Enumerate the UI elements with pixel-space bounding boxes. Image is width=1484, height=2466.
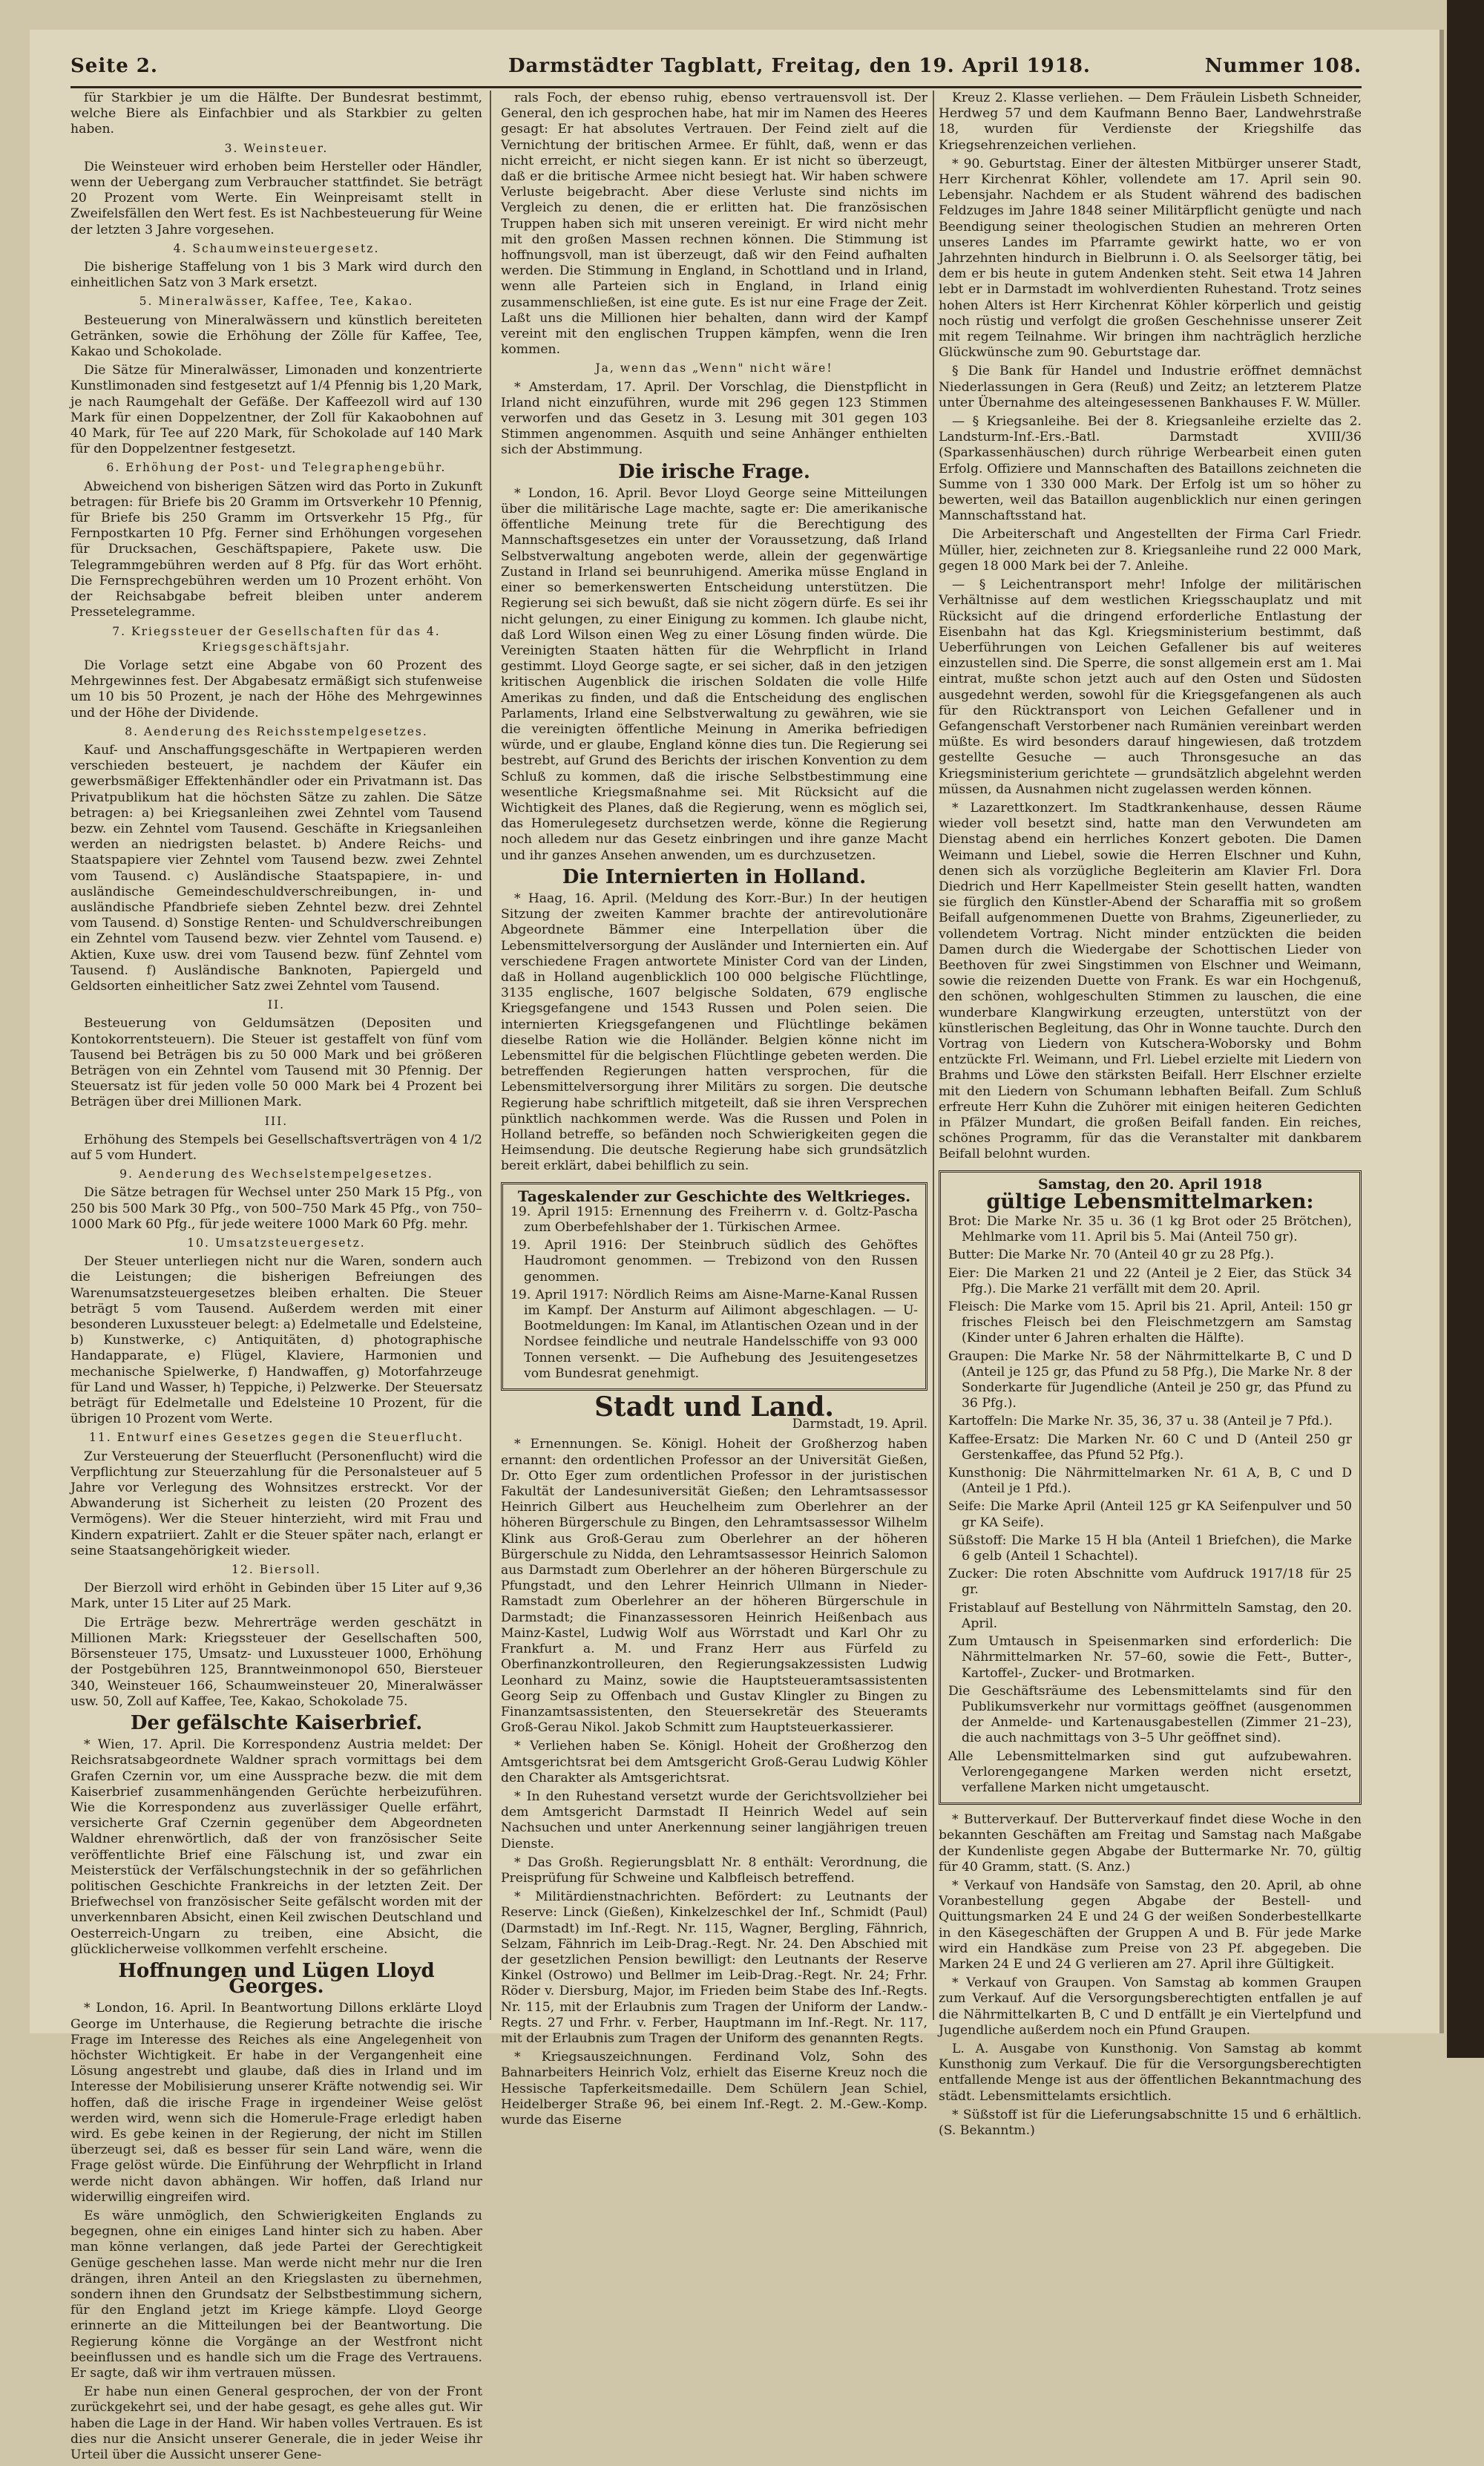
paragraph: L. A. Ausgabe von Kunsthonig. Von Samstag ab kommt Kunsthonig zum Verkauf. Die für die Versorgungsberechtigten entfallende Menge ist aus der öffentlichen Bekanntmachung des städt. Lebensmittelamts ersichtlich. <box>939 2041 1362 2104</box>
column-1 <box>70 91 482 2466</box>
paragraph: Erhöhung des Stempels bei Gesellschaftsverträgen von 4 1/2 auf 5 vom Hundert. <box>70 1132 482 1163</box>
issue-number: Nummer 108. <box>1204 55 1362 77</box>
paragraph: Die Weinsteuer wird erhoben beim Hersteller oder Händler, wenn der Uebergang zum Verbraucher stattfindet. Sie beträgt 20 Prozent vom Werte. Ein Weinpreisamt stellt in Zweifelsfällen den Wert fest. Es ist Nachbesteuerung für Weine der letzten 3 Jahre vorgesehen. <box>70 159 482 237</box>
section-heading: 3. Weinsteuer. <box>224 141 329 155</box>
paragraph: Der Bierzoll wird erhöht in Gebinden über 15 Liter auf 9,36 Mark, unter 15 Liter auf 25 Mark. <box>70 1581 482 1612</box>
paragraph: * Verliehen haben Se. Königl. Hoheit der Großherzog den Amtsgerichtsrat bei dem Amtsgericht Groß-Gerau Ludwig Köhler den Charakter als Amtsgerichtsrat. <box>501 1739 928 1785</box>
ration-entry: Graupen: Die Marke Nr. 58 der Nährmittelkarte B, C und D (Anteil je 125 gr, das Pfund zu 58 Pfg.), Die Marke Nr. 8 der Sonderkarte für Jugendliche (Anteil je 250 gr, das Pfund zu 36 Pfg.). <box>948 1348 1352 1411</box>
column-rule <box>933 91 934 2020</box>
paragraph: § Die Bank für Handel und Industrie eröffnet demnächst Niederlassungen in Gera (Reuß) und Zeitz; an letzterem Platze unter Übernahme des alteingesessenen Bankhauses F. W. Müller. <box>939 364 1362 410</box>
paragraph: Der Steuer unterliegen nicht nur die Waren, sondern auch die Leistungen; die bisherigen Befreiungen des Warenumsatzsteuergesetzes bleiben erhalten. Die Steuer beträgt 5 vom Tausend. Außerdem werden mit einer besonderen Luxussteuer belegt: a) Edelmetalle und Edelsteine, b) Kunstwerke, c) Antiquitäten, d) photographische Handapparate, e) Flügel, Klaviere, Harmonien und mechanische Spielwerke, f) Handwaffen, g) Motorfahrzeuge für Land und Wasser, h) Teppiche, i) Pelzwerke. Der Steuersatz beträgt für Edelmetalle und Edelsteine 10 Prozent, für die übrigen 10 Prozent vom Werte. <box>70 1254 482 1427</box>
page-edge <box>1447 0 1484 2058</box>
paragraph: * London, 16. April. Bevor Lloyd George seine Mitteilungen über die militärische Lage machte, sagte er: Die amerikanische öffentliche Meinung trete für die Berechtigung des Mannschaftsgesetzes ein unter der Voraussetzung, daß Irland Selbstverwaltung angeboten werde, allein der gegenwärtige Zustand in Irland sei beunruhigend. Amerika müsse England in einer so bemerkenswerten Entscheidung unterstützen. Die Regierung sei sich bewußt, daß sie nicht zögern dürfe. Es sei ihr nicht gelungen, zu einer Einigung zu kommen. Ich glaube nicht, daß Lord Wilson einen Weg zu einer Lösung finden würde. Die Vereinigten Staaten hätten für die Wehrpflicht in Irland gestimmt. Lloyd George sagte, er sei sicher, daß in den jetzigen kritischen Augenblick die irischen Soldaten die volle Hilfe Amerikas zu finden, und daß die Entscheidung des englischen Parlaments, Irland eine Selbstverwaltung zu gewähren, wie sie die vereinigten öffentliche Meinung in Amerika befriedigen würde, und er glaube, England könne dies tun. Die Regierung sei bestrebt, auf Grund des Berichts der irischen Konvention zu dem Schluß zu kommen, daß die irische Selbstbestimmung eine wesentliche Kriegsmaßnahme sei. Mit Rücksicht auf die Wichtigkeit des Planes, daß die Regierung, wenn es möglich sei, das Homerulegesetz durchsetzen werde, könne die Regierung noch alledem nur das Gesetz einbringen und ihre ganze Macht und ihr ganzes Ansehen anwenden, um es durchzusetzen. <box>501 485 928 863</box>
paragraph: rals Foch, der ebenso ruhig, ebenso vertrauensvoll ist. Der General, den ich gesprochen habe, hat mir im Namen des Heeres gesagt: Er hat absolutes Vertrauen. Der Feind zielt auf die Vernichtung der britischen Armee. Er fühlt, daß, wenn er das nicht erreicht, er nicht siegen kann. Er ist nicht so überzeugt, daß er die britische Armee nicht besiegt hat. Wir haben schwere Verluste beigebracht. Aber diese Verluste sind nichts im Vergleich zu denen, die er erlitten hat. Die französischen Truppen haben sich mit unseren vereinigt. Er wird nicht mehr mit den großen Massen rechnen können. Die Stimmung ist hoffnungsvoll, man ist überzeugt, daß wir den Feind aufhalten werden. Die Stimmung in England, in Schottland und in Irland, wenn alle Parteien sich in England, in Irland einig zusammenschließen, ist eine gute. Es ist nur eine Frage der Zeit. Laßt uns die Millionen hier behalten, dann wird der Kampf vereint mit den englischen Truppen kämpfen, wenn die Iren kommen. <box>501 91 928 358</box>
ration-entry: Seife: Die Marke April (Anteil 125 gr KA Seifenpulver und 50 gr KA Seife). <box>948 1499 1352 1530</box>
ration-entry: Eier: Die Marken 21 und 22 (Anteil je 2 Eier, das Stück 34 Pfg.). Die Marke 21 verfällt mit dem 20. April. <box>948 1265 1352 1296</box>
paragraph: Kreuz 2. Klasse verliehen. — Dem Fräulein Lisbeth Schneider, Herdweg 57 und dem Kaufmann Benno Baer, Landwehrstraße 18, wurden für Verdienste der Kriegshilfe das Kriegsehrenzeichen verliehen. <box>939 91 1362 153</box>
paragraph: Es wäre unmöglich, den Schwierigkeiten Englands zu begegnen, ohne ein einiges Land hinter sich zu haben. Aber man könne verlangen, daß jede Partei der Gerechtigkeit Genüge geschehen lasse. Man werde nicht mehr nur die Iren drängen, ihren Anteil an den Kriegslasten zu übernehmen, sondern ihnen den Grundsatz der Selbstbestimmung sichern, für den England jetzt im Kriege kämpfe. Lloyd George erinnerte an die Mitteilungen bei der Beantwortung. Die Regierung könne die Vorgänge an der Westfront nicht beeinflussen und es handle sich um die Frage des Vertrauens. Er sagte, daß wir ihm vertrauen müssen. <box>70 2208 482 2381</box>
ration-entry: Kartoffeln: Die Marke Nr. 35, 36, 37 u. 38 (Anteil je 7 Pfd.). <box>948 1414 1333 1429</box>
paragraph: Die bisherige Staffelung von 1 bis 3 Mark wird durch den einheitlichen Satz von 3 Mark ersetzt. <box>70 260 482 291</box>
paragraph: * Wien, 17. April. Die Korrespondenz Austria meldet: Der Reichsratsabgeordnete Waldner sprach vormittags bei dem Grafen Czernin vor, um eine Aussprache bezw. die mit dem Kaiserbrief zusammenhängenden Gerüchte herbeizuführen. Wie die Korrespondenz aus zuverlässiger Quelle erfährt, versicherte Graf Czernin gegenüber dem Abgeordneten Waldner ehrenwörtlich, daß der von französischer Seite veröffentlichte Brief eine Fälschung ist, und zwar ein Meisterstück der Verfälschungstechnik in der so gefährlichen politischen Geschichte Frankreichs in der letzten Zeit. Der Briefwechsel von französischer Seite gefälscht worden mit der unverkennbaren Absicht, einen Keil zwischen Deutschland und Oesterreich-Ungarn zu treiben, eine Absicht, die glücklicherweise vollkommen verfehlt erscheine. <box>70 1737 482 1957</box>
paragraph: * London, 16. April. In Beantwortung Dillons erklärte Lloyd George im Unterhause, die Regierung betrachte die irische Frage im Interesse des Reiches als eine Angelegenheit von höchster Wichtigkeit. Er habe in der Vergangenheit eine Lösung angestrebt und glaube, daß dies in Irland und im Interesse der Mobilisierung unserer Kräfte notwendig sei. Wir hoffen, daß die irische Frage in irgendeiner Weise gelöst werden wird, wenn sich die Homerule-Frage erledigt haben wird. Es gebe keinen in der Regierung, der nicht im Stillen überzeugt sei, daß es besser für sein Land wäre, wenn die Frage gelöst würde. Die Einführung der Wehrpflicht in Irland werde nicht davon abhängen. Wir hoffen, daß Irland nur widerwillig eingreifen wird. <box>70 2001 482 2205</box>
calendar-entry: 19. April 1915: Ernennung des Freiherrn v. d. Goltz-Pascha zum Oberbefehlshaber der 1. Türkischen Armee. <box>510 1204 918 1236</box>
article-title: Die Internierten in Holland. <box>562 865 867 888</box>
ration-stamps-box <box>939 1170 1362 1806</box>
paragraph: * Militärdienstnachrichten. Befördert: zu Leutnants der Reserve: Linck (Gießen), Kinkelzeschkel der Inf., Schmidt (Paul) (Darmstadt) im Inf.-Regt. Nr. 115, Wagner, Bergling, Fähnrich, Selzam, Fähnrich im Leib-Drag.-Regt. Nr. 24. Den Abschied mit der gesetzlichen Pension bewilligt: den Leutnants der Reserve Kinkel (Ostrowo) und Bellmer im Leib-Drag.-Regt. Nr. 24; Frhr. Röder v. Diersburg, Major, im Frieden beim Stabe des Inf.-Regts. Nr. 115, mit der Erlaubnis zum Tragen der Uniform der Landw.-Regts. 27 und Frhr. v. Ferber, Hauptmann im Inf.-Regt. Nr. 117, mit der Erlaubnis zum Tragen der Uniform des genannten Regts. <box>501 1889 928 2046</box>
section-title: Stadt und Land. <box>594 1391 834 1423</box>
ration-entry: Zucker: Die roten Abschnitte vom Aufdruck 1917/18 für 25 gr. <box>948 1567 1352 1598</box>
ration-entry: Zum Umtausch in Speisenmarken sind erforderlich: Die Nährmittelmarken Nr. 57–60, sowie die Fett-, Butter-, Kartoffel-, Zucker- und Brotmarken. <box>948 1634 1352 1681</box>
column-3 <box>939 91 1362 2142</box>
ration-entry: Brot: Die Marke Nr. 35 u. 36 (1 kg Brot oder 25 Brötchen), Mehlmarke vom 11. April bis 5. Mai (Anteil 750 gr). <box>948 1214 1352 1245</box>
ration-entry: Fleisch: Die Marke vom 15. April bis 21. April, Anteil: 150 gr frisches Fleisch bei den Fleischmetzgern am Samstag (Kinder unter 6 Jahren erhalten die Hälfte). <box>948 1299 1352 1346</box>
paragraph: * In den Ruhestand versetzt wurde der Gerichtsvollzieher bei dem Amtsgericht Darmstadt II Heinrich Wedel auf sein Nachsuchen und unter Anerkennung seiner langjährigen treuen Dienste. <box>501 1788 928 1852</box>
paragraph: Besteuerung von Geldumsätzen (Depositen und Kontokorrentsteuern). Die Steuer ist gestaffelt von fünf vom Tausend bei Beträgen bis zu 50 000 Mark und bei größeren Beträgen von ein Zehntel vom Tausend mit 30 Pfennig. Der Steuersatz ist für jeden volle 50 000 Mark bei 4 Prozent bei Beträgen über drei Millionen Mark. <box>70 1016 482 1110</box>
page-number: Seite 2. <box>70 55 158 77</box>
paragraph: * Butterverkauf. Der Butterverkauf findet diese Woche in den bekannten Geschäften am Freitag und Samstag nach Maßgabe der Kundenliste gegen Abgabe der Buttermarke Nr. 70, gültig für 40 Gramm, statt. (S. Anz.) <box>939 1812 1362 1875</box>
paragraph: * Haag, 16. April. (Meldung des Korr.-Bur.) In der heutigen Sitzung der zweiten Kammer brachte der antirevolutionäre Abgeordnete Bämmer eine Interpellation über die Lebensmittelversorgung der Ausländer und Internierten ein. Auf verschiedene Fragen antwortete Minister Cord van der Linden, daß in Holland augenblicklich 100 000 belgische Flüchtlinge, 3135 englische, 1607 belgische Soldaten, 679 englische Kriegsgefangene und 1543 Russen und Polen seien. Die internierten Kriegsgefangenen und Flüchtlinge bekämen dieselbe Ration wie die Holländer. Belgien könne nicht im Lebensmittel für die belgischen Flüchtlinge gebeten werden. Die betreffenden Regierungen hatten versprochen, für die Lebensmittelversorgung ihrer Militärs zu sorgen. Die deutsche Regierung habe schriftlich mitgeteilt, daß sie ihren Versprechen pünktlich nachkommen werde. Was die Russen und Polen in Holland betreffe, so befänden noch Schwierigkeiten gegen die Heimsendung. Die deutsche Regierung habe sich grundsätzlich bereit erklärt, dabei behilflich zu sein. <box>501 891 928 1174</box>
paragraph: * Lazarettkonzert. Im Stadtkrankenhause, dessen Räume wieder voll besetzt sind, hatte man den Verwundeten am Dienstag abend ein herrliches Konzert geboten. Die Damen Weimann und Liebel, sowie die Herren Elschner und Kuhn, denen sich als vorzügliche Begleiterin am Klavier Frl. Dora Diedrich und Herr Kapellmeister Stein gesellt hatten, wandten sie fürglich den Künstler-Abend der Scharaffia mit so großem Beifall aufgenommenen Duette von Brahms, Zigeunerlieder, zu vollendetem Vortrag. Nicht minder entzückten die beiden Damen durch die Wiedergabe der Schottischen Lieder von Beethoven für zwei Singstimmen von Elschner und Weimann, sowie die reizenden Duette von Frank. Es war ein Hochgenuß, den schönen, wohlgeschulten Stimmen zu lauschen, die eine wunderbare Klangwirkung erzeugten, unterstützt von der künstlerischen Begleitung, das Ohr in Wonne tauchte. Durch den Vortrag von Liedern von Kutschera-Woborsky und Bohm entzückte Frl. Weimann, und Frl. Liebel erzielte mit Liedern von Brahms und Löwe den stärksten Beifall. Herr Elschner erzielte mit den Liedern von Schumann lebhaften Beifall. Zum Schluß erfreute Herr Kuhn die Zuhörer mit einigen heiteren Gedichten in Pfälzer Mundart, die großen Beifall fanden. Ein reiches, schönes Programm, für das die Veranstalter mit dankbarem Beifall belohnt wurden. <box>939 800 1362 1162</box>
ration-entry: Fristablauf auf Bestellung von Nährmitteln Samstag, den 20. April. <box>948 1600 1352 1631</box>
ration-entry: Kunsthonig: Die Nährmittelmarken Nr. 61 A, B, C und D (Anteil je 1 Pfd.). <box>948 1466 1352 1497</box>
article-title: Die irische Frage. <box>618 460 810 483</box>
section-heading: 11. Entwurf eines Gesetzes gegen die Steuerflucht. <box>89 1431 464 1445</box>
roman-numeral: II. <box>267 998 286 1012</box>
paragraph: Die Arbeiterschaft und Angestellten der Firma Carl Friedr. Müller, hier, zeichneten zur 8. Kriegsanleihe rund 22 000 Mark, gegen 18 000 Mark bei der 7. Anleihe. <box>939 527 1362 574</box>
calendar-entry: 19. April 1917: Nördlich Reims am Aisne-Marne-Kanal Russen im Kampf. Der Ansturm auf Ailimont abgeschlagen. — U-Bootmeldungen: Im Kanal, im Atlantischen Ozean und in der Nordsee feindliche und neutrale Handelsschiffe von 93 000 Tonnen versenkt. — Die Aufhebung des Jesuitengesetzes vom Bundesrat genehmigt. <box>510 1287 918 1381</box>
paragraph: für Starkbier je um die Hälfte. Der Bundesrat bestimmt, welche Biere als Einfachbier und als Starkbier zu gelten haben. <box>70 91 482 137</box>
ration-entry: Süßstoff: Die Marke 15 H bla (Anteil 1 Briefchen), die Marke 6 gelb (Anteil 1 Schachtel). <box>948 1532 1352 1564</box>
box-title: gültige Lebensmittelmarken: <box>986 1190 1314 1213</box>
box-date: Samstag, den 20. April 1918 <box>1038 1175 1262 1193</box>
paragraph: * Verkauf von Graupen. Von Samstag ab kommen Graupen zum Verkauf. Auf die Versorgungsberechtigten entfallen je auf die Nährmittelkarten B, C und D entfällt je ein Viertelpfund und Jugendliche außerdem noch ein Pfund Graupen. <box>939 1975 1362 2038</box>
paragraph: — § Kriegsanleihe. Bei der 8. Kriegsanleihe erzielte das 2. Landsturm-Inf.-Ers.-Batl. Darmstadt XVIII/36 (Sparkassenhäuschen) durch rührige Werbearbeit einen guten Erfolg. Offiziere und Mannschaften des Bataillons zeichneten die Summe von 1 330 000 Mark. Der Erfolg ist um so höher zu bewerten, weil das Bataillon augenblicklich nur einen geringen Mannschaftsstand hat. <box>939 414 1362 524</box>
ration-entry: Alle Lebensmittelmarken sind gut aufzubewahren. Verlorengegangene Marken werden nicht ersetzt, verfallene Marken nicht umgetauscht. <box>948 1748 1352 1795</box>
dateline: Darmstadt, 19. April. <box>792 1417 928 1432</box>
section-heading: 7. Kriegssteuer der Gesellschaften für das 4. Kriegsgeschäftsjahr. <box>112 624 441 654</box>
paragraph: * Ernennungen. Se. Königl. Hoheit der Großherzog haben ernannt: den ordentlichen Professor an der Universität Gießen, Dr. Otto Eger zum ordentlichen Professor in der juristischen Fakultät der Landesuniversität Gießen; den Lehramtsassessor Heinrich Gilbert aus Heuchelheim zum Oberlehrer an der höheren Bürgerschule zu Bingen, den Lehramtsassessor Wilhelm Klink aus Groß-Gerau zum Oberlehrer an der höheren Bürgerschule zu Nidda, den Lehramtsassessor Heinrich Salomon aus Darmstadt zum Oberlehrer an der höheren Bürgerschule zu Pfungstadt, und den Lehrer Heinrich Ullmann in Nieder-Ramstadt zum Oberlehrer an der höheren Bürgerschule in Darmstadt; die Finanzassessoren Heinrich Heißenbach aus Mainz-Kastel, Ludwig Wolf aus Wörrstadt und Karl Ohr zu Frankfurt a. M. und Franz Herr aus Fürfeld zu Oberfinanzkontrolleuren, den Regierungsakzessisten Ludwig Leonhard zu Mainz, sowie die Hauptsteueramtsassistenten Georg Seip zu Offenbach und Gustav Klingler zu Bingen zu Finanzamtsassistenten, den Steuersekretär des Steueramts Groß-Gerau Nikol. Jakob Schmitt zum Hauptsteuerkassierer. <box>501 1437 928 1736</box>
paragraph: * Kriegsauszeichnungen. Ferdinand Volz, Sohn des Bahnarbeiters Heinrich Volz, erhielt das Eiserne Kreuz noch die Hessische Tapferkeitsmedaille. Dem Schülern Jean Schiel, Heidelberger Straße 96, bei einem Inf.-Regt. 2. M.-Gew.-Komp. wurde das Eiserne <box>501 2050 928 2128</box>
section-heading: 4. Schaumweinsteuergesetz. <box>173 241 380 255</box>
column-2 <box>501 91 928 2131</box>
masthead: Darmstädter Tagblatt, Freitag, den 19. April 1918. <box>508 55 1091 77</box>
calendar-entry: 19. April 1916: Der Steinbruch südlich des Gehöftes Haudromont genommen. — Trebizond von den Russen genommen. <box>510 1238 918 1285</box>
paragraph: Abweichend von bisherigen Sätzen wird das Porto in Zukunft betragen: für Briefe bis 20 Gramm im Ortsverkehr 10 Pfennig, für Briefe bis 250 Gramm im Ortsverkehr 15 Pfg., für Fernpostkarten 10 Pfg. Ferner sind Erhöhungen vorgesehen für Drucksachen, Geschäftspapiere, Pakete usw. Die Telegrammgebühren werden auf 8 Pfg. für das Wort erhöht. Die Fernsprechgebühren werden um 10 Prozent erhöht. Von der Reichsabgabe befreit bleiben unter anderem Pressetelegramme. <box>70 479 482 620</box>
column-rule <box>490 91 491 2020</box>
section-heading: 8. Aenderung des Reichsstempelgesetzes. <box>125 724 428 738</box>
paragraph: Die Sätze betragen für Wechsel unter 250 Mark 15 Pfg., von 250 bis 500 Mark 30 Pfg., von 500–750 Mark 45 Pfg., von 750–1000 Mark 60 Pfg., für jede weitere 1000 Mark 60 Pfg. mehr. <box>70 1185 482 1232</box>
paragraph: Die Vorlage setzt eine Abgabe von 60 Prozent des Mehrgewinnes fest. Der Abgabesatz ermäßigt sich stufenweise um 10 bis 50 Prozent, je nach der Höhe des Mehrgewinnes und der Höhe der Dividende. <box>70 658 482 721</box>
ration-entry: Kaffee-Ersatz: Die Marken Nr. 60 C und D (Anteil 250 gr Gerstenkaffee, das Pfund 52 Pfg.). <box>948 1432 1352 1463</box>
paragraph: Die Erträge bezw. Mehrerträge werden geschätzt in Millionen Mark: Kriegssteuer der Gesellschaften 500, Börsensteuer 175, Umsatz- und Luxussteuer 1000, Erhöhung der Postgebühren 125, Branntweinmonopol 650, Biersteuer 340, Weinsteuer 166, Schaumweinsteuer 20, Mineralwässer usw. 50, Zoll auf Kaffee, Tee, Kakao, Schokolade 75. <box>70 1615 482 1709</box>
war-calendar-box <box>501 1182 928 1391</box>
section-heading: 10. Umsatzsteuergesetz. <box>187 1236 366 1250</box>
paragraph: * 90. Geburtstag. Einer der ältesten Mitbürger unserer Stadt, Herr Kirchenrat Köhler, vollendete am 17. April sein 90. Lebensjahr. Nachdem er als Student während des badischen Feldzuges im Jahre 1848 seiner Militärpflicht genügte und nach Beendigung seiner theologischen Studien an mehreren Orten unseres Landes im Pfarramte gewirkt hatte, wo er von Jahrzehnten hindurch in Bielbrunn i. O. als Seelsorger tätig, bei dem er bis heute in gutem Andenken steht. Seit etwa 14 Jahren lebt er in Darmstadt im wohlverdienten Ruhestand. Trotz seines hohen Alters ist Herr Kirchenrat Köhler körperlich und geistig noch rüstig und verfolgt die großen Geschehnisse unserer Zeit mit regem Teilnahme. Wir bringen ihm nachträglich herzliche Glückwünsche zum 90. Geburtstage dar. <box>939 156 1362 361</box>
ration-entry: Butter: Die Marke Nr. 70 (Anteil 40 gr zu 28 Pfg.). <box>948 1247 1275 1263</box>
section-heading: 5. Mineralwässer, Kaffee, Tee, Kakao. <box>139 295 414 309</box>
ration-entry: Die Geschäftsräume des Lebensmittelamts sind für den Publikumsverkehr nur vormittags geöffnet (ausgenommen der Anmelde- und Kartenausgabestellen (Zimmer 21–23), die auch nachmittags von 3–5 Uhr geöffnet sind). <box>948 1683 1352 1746</box>
paragraph: * Das Großh. Regierungsblatt Nr. 8 enthält: Verordnung, die Preisprüfung für Schweine und Kalbfleisch betreffend. <box>501 1855 928 1886</box>
paragraph: Er habe nun einen General gesprochen, der von der Front zurückgekehrt sei, und der habe gesagt, es gehe alles gut. Wir haben die Lage in der Hand. Wir haben volles Vertrauen. Es ist dies nur die Ansicht unserer Generale, die in jeder Weise ihr Urteil über die Aussicht unserer Gene- <box>70 2384 482 2463</box>
roman-numeral: III. <box>264 1114 289 1128</box>
article-title: Hoffnungen und Lügen Lloyd Georges. <box>118 1959 435 1998</box>
section-heading: 6. Erhöhung der Post- und Telegraphengebühr. <box>106 461 447 475</box>
paragraph: Kauf- und Anschaffungsgeschäfte in Wertpapieren werden verschieden besteuert, je nachdem der Käufer ein gewerbsmäßiger Effektenhändler oder ein Privatmann ist. Das Privatpublikum hat die höchsten Sätze zu zahlen. Die Sätze betragen: a) bei Kriegsanleihen zwei Zehntel vom Tausend bezw. ein Zehntel vom Tausend. Geschäfte in Kriegsanleihen werden an niedrigsten belastet. b) Andere Reichs- und Staatspapiere vier Zehntel vom Tausend bezw. zwei Zehntel vom Tausend. c) Ausländische Staatspapiere, in- und ausländische Gemeindeschuldverschreibungen, in- und ausländische Pfandbriefe sieben Zehntel bezw. drei Zehntel vom Tausend. d) Sonstige Renten- und Schuldverschreibungen ein Zehntel vom Tausend bezw. vier Zehntel vom Tausend. e) Aktien, Kuxe usw. drei vom Tausend bezw. fünf Zehntel vom Tausend. f) Ausländische Banknoten, Papiergeld und Geldsorten einheitlicher Satz zwei Zehntel vom Tausend. <box>70 742 482 994</box>
quote-line: Ja, wenn das „Wenn" nicht wäre! <box>595 361 833 376</box>
paragraph: — § Leichentransport mehr! Infolge der militärischen Verhältnisse auf dem westlichen Kriegsschauplatz und mit Rücksicht auf die dringend erforderliche Entlastung der Eisenbahn hat das Kgl. Kriegsministerium bestimmt, daß Ueberführungen von Leichen Gefallener bis auf weiteres einzustellen sind. Die Sperre, die sonst allgemein erst am 1. Mai eintrat, mußte schon jetzt auch auf den Osten und Südosten ausgedehnt werden, sowohl für die Kriegsgefangenen als auch für den Rücktransport von Leichen Gefallener und in Gefangenschaft Verstorbener nach Rumänien vereinbart werden müßte. Es wird besonders darauf hingewiesen, daß trotzdem gestellte Gesuche — auch Thronsgesuche an das Kriegsministerium gerichtete — grundsätzlich abgelehnt werden müssen, da Ausnahmen nicht zugelassen werden können. <box>939 577 1362 797</box>
section-heading: 9. Aenderung des Wechselstempelgesetzes. <box>119 1167 433 1181</box>
paragraph: * Verkauf von Handsäfe von Samstag, den 20. April, ab ohne Voranbestellung gegen Abgabe der Bestell- und Quittungsmarken 24 E und 24 G der weißen Sonderbestellkarte in den Käsegeschäften der Gruppen A und B. Für jede Marke wird ein Handkäse zum Preise von 23 Pf. abgegeben. Die Marken 24 E und 24 G verlieren am 27. April ihre Gültigkeit. <box>939 1878 1362 1972</box>
paragraph: * Süßstoff ist für die Lieferungsabschnitte 15 und 6 erhältlich. (S. Bekanntm.) <box>939 2107 1362 2138</box>
article-title: Der gefälschte Kaiserbrief. <box>130 1711 423 1734</box>
paragraph: Besteuerung von Mineralwässern und künstlich bereiteten Getränken, sowie die Erhöhung der Zölle für Kaffee, Tee, Kakao und Schokolade. <box>70 312 482 360</box>
paragraph: Zur Versteuerung der Steuerflucht (Personenflucht) wird die Verpflichtung zur Steuerzahlung für die Personalsteuer auf 5 Jahre vor Verlegung des Wohnsitzes erstreckt. Vor der Abwanderung ist Sicherheit zu leisten (20 Prozent des Vermögens). Wer die Steuer hinterzieht, wird mit Frau und Kindern expatriiert. Zahlt er die Steuer später nach, erlangt er seine Staatsangehörigkeit wieder. <box>70 1449 482 1558</box>
box-title: Tageskalender zur Geschichte des Weltkrieges. <box>517 1187 911 1205</box>
paragraph: Die Sätze für Mineralwässer, Limonaden und konzentrierte Kunstlimonaden sind festgesetzt auf 1/4 Pfennig bis 1,20 Mark, je nach Raumgehalt der Gefäße. Der Kaffeezoll wird auf 130 Mark für einen Doppelzentner, der Zoll für Kakaobohnen auf 40 Mark, für Tee auf 220 Mark, für Schokolade auf 140 Mark für den Doppelzentner festgesetzt. <box>70 363 482 457</box>
paragraph: * Amsterdam, 17. April. Der Vorschlag, die Dienstpflicht in Irland nicht einzuführen, wurde mit 296 gegen 123 Stimmen verworfen und das Gesetz in 3. Lesung mit 301 gegen 103 Stimmen angenommen. Asquith und seine Anhänger enthielten sich der Abstimmung. <box>501 379 928 458</box>
section-heading: 12. Biersoll. <box>232 1563 321 1577</box>
page-header <box>70 52 1362 88</box>
